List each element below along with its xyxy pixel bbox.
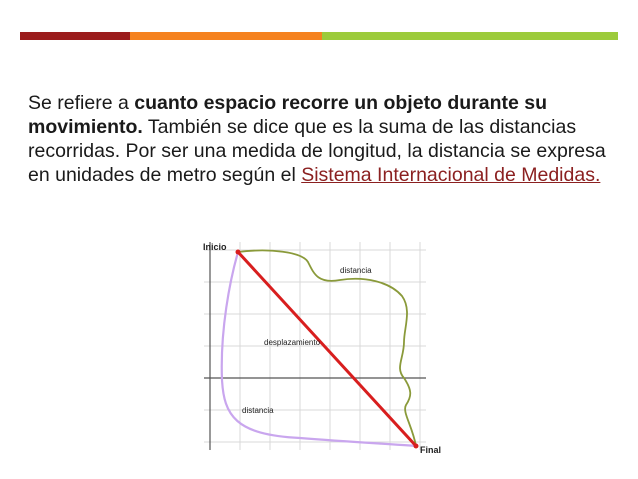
text-bold-definition: cuanto espacio recorre un objeto durante su movimiento. xyxy=(28,92,548,138)
label-final: Final xyxy=(420,445,442,455)
text-explanation: También se dice que es la suma de las distancias recorridas. Por ser una medida de longitud, la distancia se expresa en unidades de metro según el xyxy=(28,116,606,186)
text-intro: Se refiere a xyxy=(28,92,135,114)
label-desplazamiento: desplazamiento xyxy=(264,338,321,347)
accent-bar-orange xyxy=(130,32,322,40)
title-accent-bar xyxy=(20,32,618,40)
label-distancia-bottom: distancia xyxy=(242,406,274,415)
definition-paragraph xyxy=(28,91,618,187)
label-inicio: Inicio xyxy=(203,242,227,252)
distance-vs-displacement-figure xyxy=(190,240,442,458)
link-sistema-internacional[interactable]: Sistema Internacional de Medidas. xyxy=(301,164,601,186)
accent-bar-red xyxy=(20,32,130,40)
accent-bar-green xyxy=(322,32,618,40)
figure-svg xyxy=(190,240,442,458)
start-point xyxy=(236,250,241,255)
end-point xyxy=(414,444,419,449)
label-distancia-top: distancia xyxy=(340,266,372,275)
distance-path-bottom xyxy=(222,252,416,446)
